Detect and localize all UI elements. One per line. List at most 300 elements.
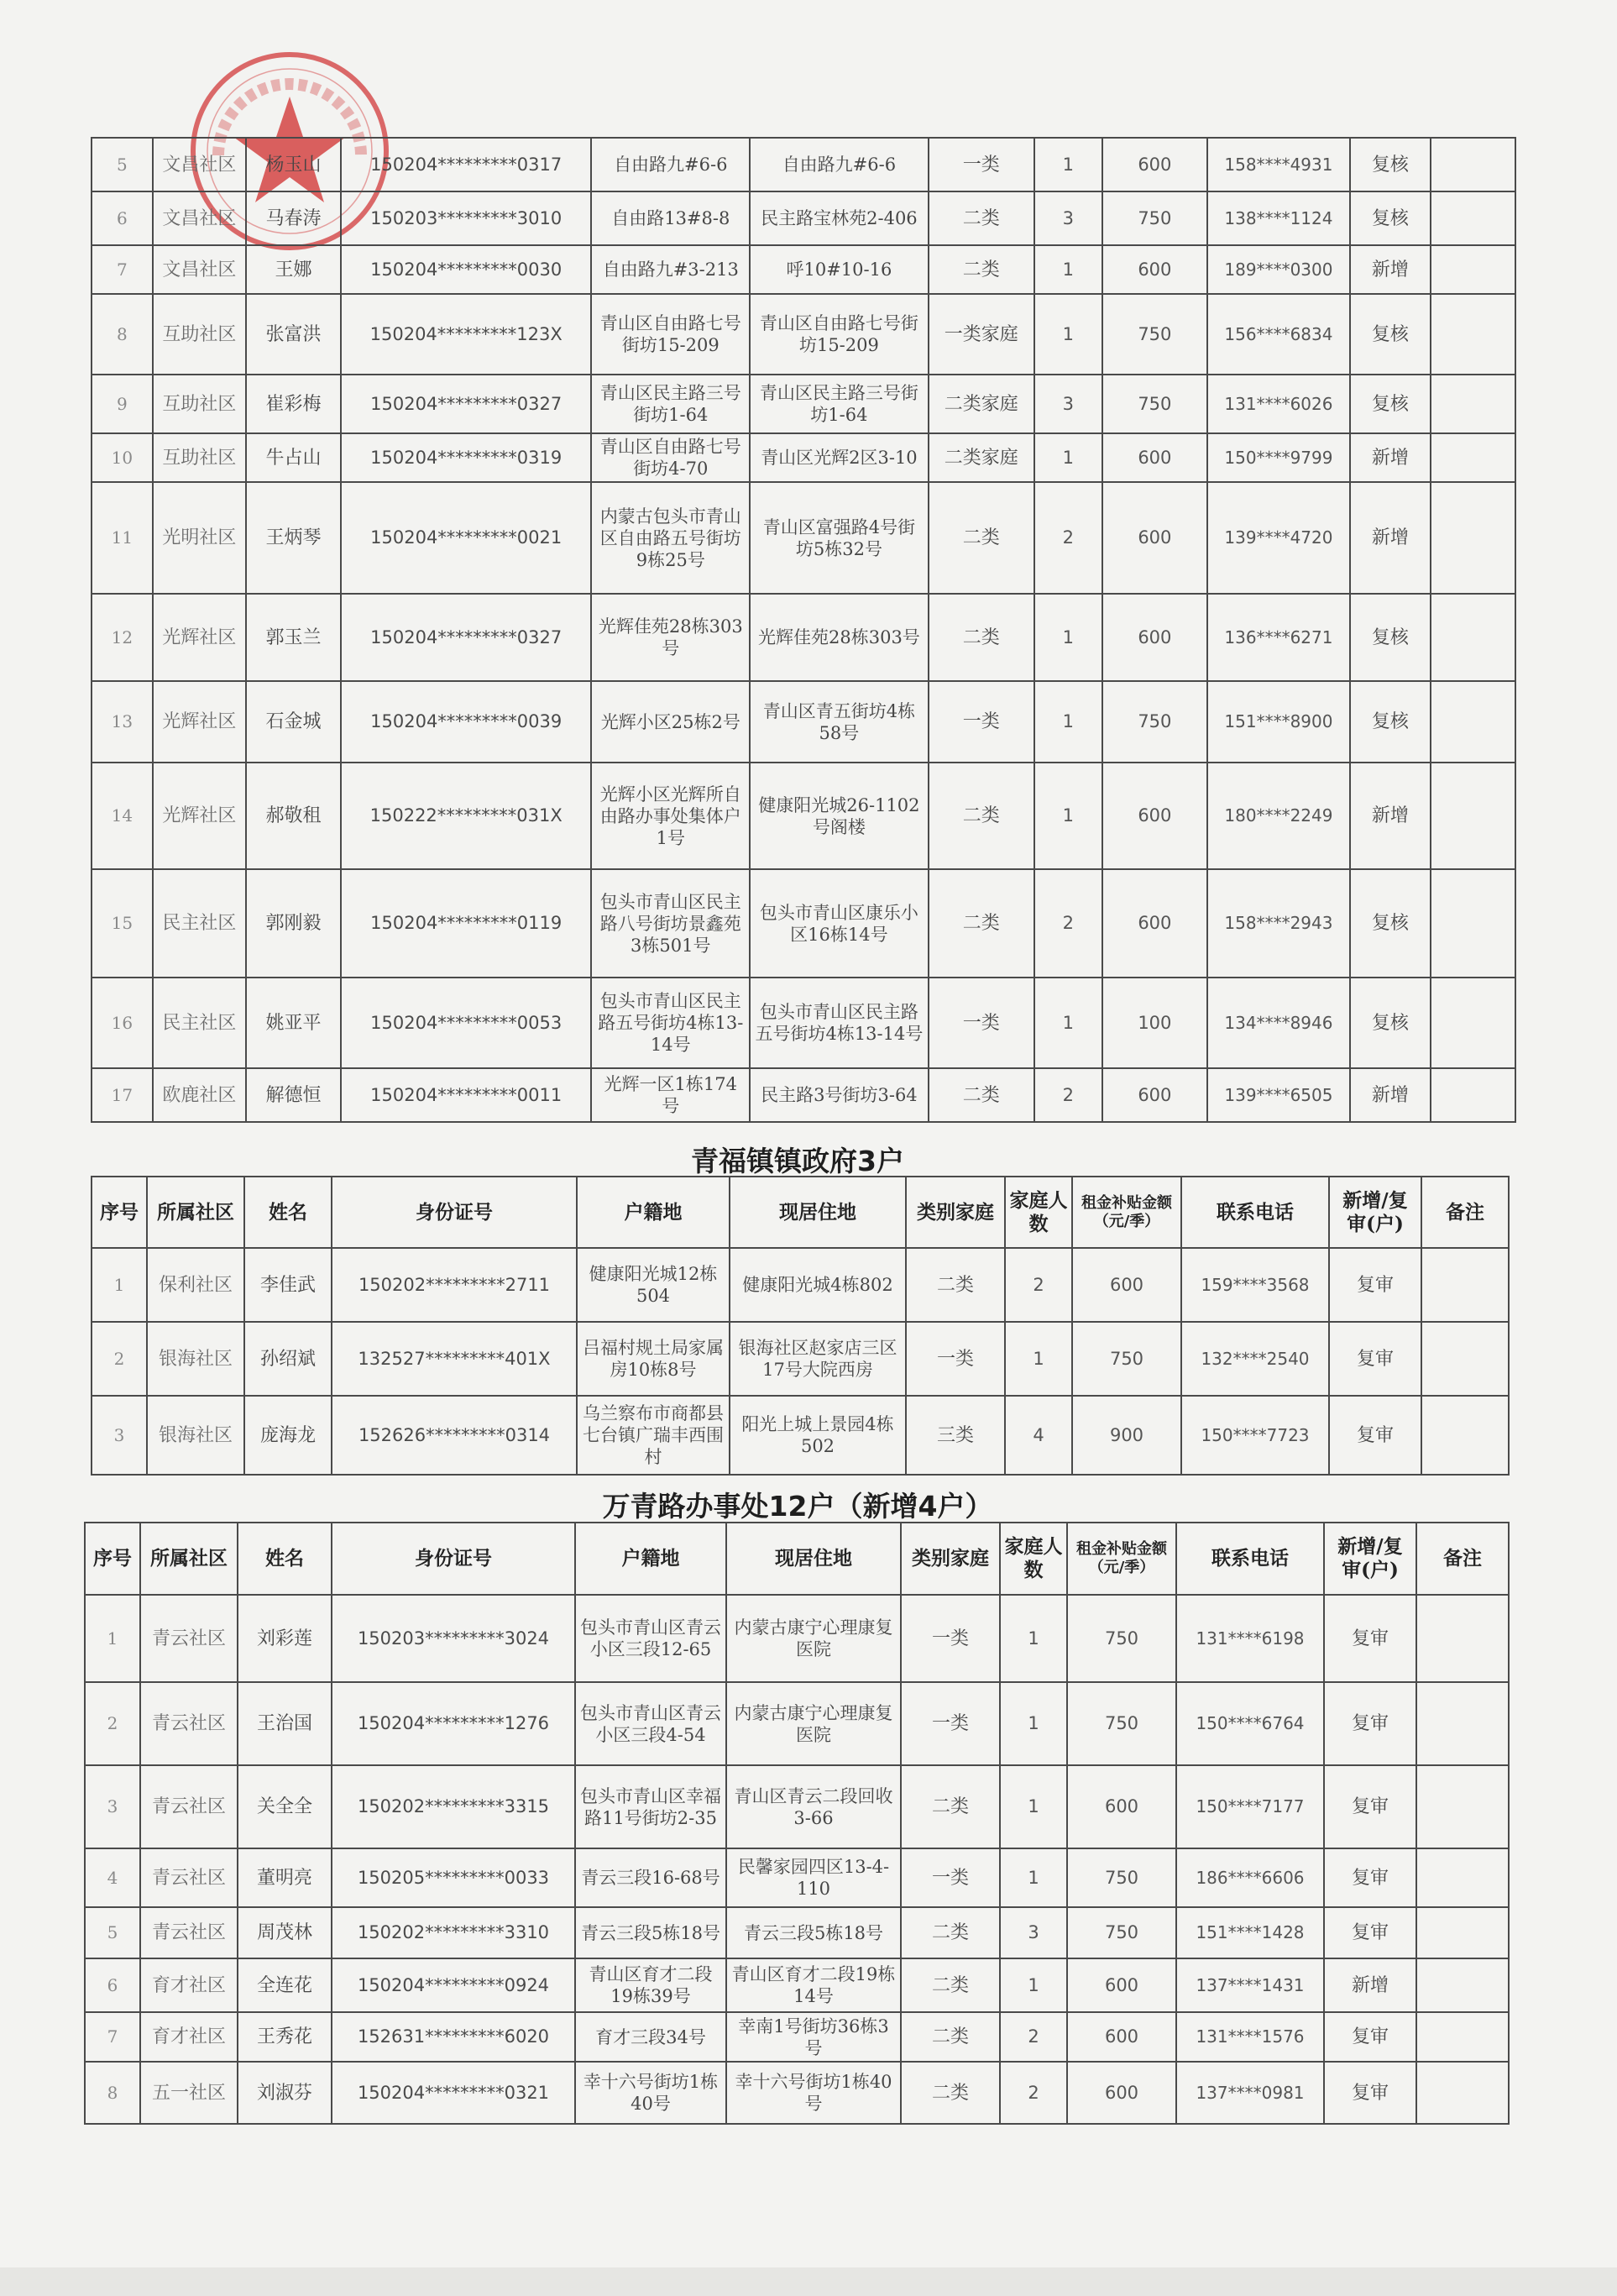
header-id: 身份证号 [332,1177,577,1248]
header-remark: 备注 [1416,1523,1509,1595]
cell-subsidy: 750 [1067,1907,1176,1958]
cell-community: 互助社区 [153,294,246,375]
cell-name: 马春涛 [246,191,341,245]
cell-residence: 阳光上城上景园4栋502 [730,1396,906,1475]
cell-family-size: 1 [1034,245,1102,294]
cell-category: 一类 [901,1848,1000,1907]
cell-huji: 包头市青山区幸福路11号街坊2-35 [575,1765,726,1848]
cell-id: 152626*********0314 [332,1396,577,1475]
cell-family-size: 1 [1034,138,1102,191]
cell-residence: 健康阳光城4栋802 [730,1248,906,1322]
cell-phone: 189****0300 [1207,245,1350,294]
table-row [85,1595,1509,1682]
header-category: 类别家庭 [901,1523,1000,1595]
header-status: 新增/复审(户) [1324,1523,1416,1595]
cell-category: 二类 [929,245,1034,294]
header-name: 姓名 [238,1523,332,1595]
cell-category: 二类 [929,1068,1034,1122]
cell-seq: 6 [85,1958,140,2012]
cell-remark [1421,1396,1509,1475]
cell-id: 150204*********0317 [341,138,591,191]
cell-phone: 158****2943 [1207,869,1350,978]
cell-community: 光辉社区 [153,594,246,681]
cell-phone: 134****8946 [1207,978,1350,1068]
header-huji: 户籍地 [575,1523,726,1595]
cell-phone: 137****1431 [1176,1958,1324,2012]
cell-seq: 2 [92,1322,147,1396]
cell-family-size: 3 [1000,1907,1067,1958]
table-row [85,1848,1509,1907]
cell-family-size: 1 [1000,1958,1067,2012]
cell-phone: 156****6834 [1207,294,1350,375]
cell-residence: 健康阳光城26-1102号阁楼 [750,763,928,869]
cell-community: 光辉社区 [153,763,246,869]
cell-community: 青云社区 [140,1848,238,1907]
cell-id: 150204*********0053 [341,978,591,1068]
cell-seq: 2 [85,1682,140,1765]
cell-huji: 光辉佳苑28栋303号 [591,594,750,681]
cell-name: 郭刚毅 [246,869,341,978]
cell-seq: 12 [92,594,153,681]
cell-phone: 151****8900 [1207,681,1350,763]
cell-category: 二类 [901,2012,1000,2062]
cell-family-size: 1 [1034,681,1102,763]
cell-community: 民主社区 [153,869,246,978]
cell-category: 一类 [901,1682,1000,1765]
cell-family-size: 2 [1005,1248,1072,1322]
cell-remark [1431,978,1515,1068]
cell-id: 150204*********0924 [332,1958,575,2012]
cell-id: 150204*********0021 [341,482,591,594]
header-phone: 联系电话 [1181,1177,1329,1248]
cell-phone: 132****2540 [1181,1322,1329,1396]
cell-subsidy: 600 [1072,1248,1181,1322]
header-family-size: 家庭人数 [1000,1523,1067,1595]
table-header-row [92,1177,1509,1248]
cell-phone: 150****9799 [1207,433,1350,482]
table-body [92,138,1515,1122]
cell-status: 新增 [1350,433,1431,482]
cell-category: 一类 [929,138,1034,191]
cell-remark [1416,1765,1509,1848]
cell-id: 150204*********0327 [341,375,591,433]
cell-residence: 青山区青云二段回收3-66 [726,1765,901,1848]
cell-status: 复核 [1350,681,1431,763]
table-row [92,375,1515,433]
cell-residence: 青山区育才二段19栋14号 [726,1958,901,2012]
table-row [92,594,1515,681]
table-row [92,294,1515,375]
cell-huji: 青山区育才二段19栋39号 [575,1958,726,2012]
cell-status: 复审 [1324,1907,1416,1958]
cell-huji: 青山区自由路七号街坊4-70 [591,433,750,482]
cell-status: 复核 [1350,594,1431,681]
cell-phone: 150****7177 [1176,1765,1324,1848]
cell-community: 青云社区 [140,1765,238,1848]
cell-status: 新增 [1350,1068,1431,1122]
cell-huji: 包头市青山区青云小区三段12-65 [575,1595,726,1682]
cell-name: 庞海龙 [244,1396,332,1475]
cell-phone: 131****1576 [1176,2012,1324,2062]
cell-residence: 包头市青山区民主路五号街坊4栋13-14号 [750,978,928,1068]
cell-name: 杨玉山 [246,138,341,191]
cell-id: 150204*********0011 [341,1068,591,1122]
cell-category: 二类 [929,482,1034,594]
cell-subsidy: 600 [1067,1958,1176,2012]
cell-remark [1416,1958,1509,2012]
cell-id: 150204*********0030 [341,245,591,294]
table-row [92,191,1515,245]
cell-category: 一类 [929,978,1034,1068]
cell-seq: 8 [85,2062,140,2124]
cell-remark [1431,191,1515,245]
cell-family-size: 1 [1000,1765,1067,1848]
cell-name: 郭玉兰 [246,594,341,681]
cell-huji: 自由路13#8-8 [591,191,750,245]
cell-name: 全连花 [238,1958,332,2012]
cell-community: 银海社区 [147,1322,244,1396]
cell-remark [1421,1322,1509,1396]
cell-huji: 育才三段34号 [575,2012,726,2062]
cell-category: 二类 [901,1958,1000,2012]
page-bottom-edge [0,2267,1617,2296]
cell-id: 150204*********0327 [341,594,591,681]
cell-huji: 青山区民主路三号街坊1-64 [591,375,750,433]
header-subsidy: 租金补贴金额（元/季） [1072,1177,1181,1248]
cell-seq: 6 [92,191,153,245]
cell-id: 152631*********6020 [332,2012,575,2062]
header-family-size: 家庭人数 [1005,1177,1072,1248]
cell-name: 姚亚平 [246,978,341,1068]
section-title-wanqinglu: 万青路办事处12户（新增4户） [602,1490,993,1523]
cell-subsidy: 600 [1102,433,1207,482]
cell-remark [1431,294,1515,375]
cell-subsidy: 600 [1067,2062,1176,2124]
cell-id: 150204*********0119 [341,869,591,978]
cell-subsidy: 750 [1102,375,1207,433]
cell-name: 石金城 [246,681,341,763]
table-row [85,1958,1509,2012]
cell-status: 复审 [1324,1595,1416,1682]
cell-remark [1431,869,1515,978]
cell-residence: 青云三段5栋18号 [726,1907,901,1958]
cell-residence: 青山区富强路4号街坊5栋32号 [750,482,928,594]
cell-name: 解德恒 [246,1068,341,1122]
cell-id: 150205*********0033 [332,1848,575,1907]
cell-category: 二类 [901,2062,1000,2124]
cell-remark [1431,482,1515,594]
cell-residence: 内蒙古康宁心理康复医院 [726,1595,901,1682]
cell-seq: 4 [85,1848,140,1907]
cell-seq: 1 [85,1595,140,1682]
cell-family-size: 4 [1005,1396,1072,1475]
cell-seq: 16 [92,978,153,1068]
cell-family-size: 3 [1034,191,1102,245]
cell-huji: 青云三段16-68号 [575,1848,726,1907]
cell-seq: 7 [92,245,153,294]
cell-category: 二类 [901,1907,1000,1958]
cell-category: 二类 [901,1765,1000,1848]
cell-subsidy: 600 [1067,2012,1176,2062]
cell-remark [1431,1068,1515,1122]
table-row [85,1765,1509,1848]
cell-community: 青云社区 [140,1682,238,1765]
cell-huji: 内蒙古包头市青山区自由路五号街坊9栋25号 [591,482,750,594]
cell-community: 欧鹿社区 [153,1068,246,1122]
cell-remark [1416,1907,1509,1958]
cell-seq: 14 [92,763,153,869]
header-residence: 现居住地 [726,1523,901,1595]
cell-category: 二类 [929,191,1034,245]
cell-huji: 包头市青山区青云小区三段4-54 [575,1682,726,1765]
cell-community: 青云社区 [140,1907,238,1958]
cell-status: 复审 [1324,1765,1416,1848]
cell-category: 一类 [929,681,1034,763]
cell-name: 牛占山 [246,433,341,482]
cell-family-size: 1 [1005,1322,1072,1396]
cell-remark [1431,245,1515,294]
cell-category: 一类 [901,1595,1000,1682]
cell-remark [1421,1248,1509,1322]
cell-residence: 包头市青山区康乐小区16栋14号 [750,869,928,978]
cell-subsidy: 600 [1102,245,1207,294]
cell-community: 民主社区 [153,978,246,1068]
cell-status: 复审 [1324,2062,1416,2124]
cell-subsidy: 600 [1102,482,1207,594]
cell-category: 一类家庭 [929,294,1034,375]
cell-residence: 青山区民主路三号街坊1-64 [750,375,928,433]
cell-remark [1431,375,1515,433]
cell-id: 150203*********3010 [341,191,591,245]
cell-subsidy: 750 [1102,294,1207,375]
cell-residence: 银海社区赵家店三区17号大院西房 [730,1322,906,1396]
cell-phone: 186****6606 [1176,1848,1324,1907]
cell-community: 银海社区 [147,1396,244,1475]
cell-residence: 幸十六号街坊1栋40号 [726,2062,901,2124]
cell-status: 复核 [1350,138,1431,191]
cell-subsidy: 100 [1102,978,1207,1068]
cell-family-size: 1 [1034,594,1102,681]
header-phone: 联系电话 [1176,1523,1324,1595]
cell-remark [1416,2062,1509,2124]
cell-name: 周茂林 [238,1907,332,1958]
cell-seq: 5 [85,1907,140,1958]
cell-category: 二类家庭 [929,375,1034,433]
cell-subsidy: 600 [1102,594,1207,681]
header-community: 所属社区 [140,1523,238,1595]
cell-huji: 乌兰察布市商都县七台镇广瑞丰西围村 [577,1396,730,1475]
table-row [92,763,1515,869]
cell-name: 郝敬租 [246,763,341,869]
table-row [92,1396,1509,1475]
cell-community: 五一社区 [140,2062,238,2124]
header-seq: 序号 [92,1177,147,1248]
cell-status: 新增 [1324,1958,1416,2012]
cell-community: 互助社区 [153,375,246,433]
cell-residence: 民主路3号街坊3-64 [750,1068,928,1122]
cell-family-size: 3 [1034,375,1102,433]
cell-category: 一类 [906,1322,1005,1396]
cell-community: 育才社区 [140,1958,238,2012]
header-status: 新增/复审(户) [1329,1177,1421,1248]
cell-phone: 159****3568 [1181,1248,1329,1322]
cell-category: 二类 [929,594,1034,681]
cell-phone: 136****6271 [1207,594,1350,681]
cell-id: 150204*********1276 [332,1682,575,1765]
cell-id: 150202*********3310 [332,1907,575,1958]
cell-huji: 包头市青山区民主路八号街坊景鑫苑3栋501号 [591,869,750,978]
cell-community: 育才社区 [140,2012,238,2062]
cell-status: 新增 [1350,763,1431,869]
table-header-row [85,1523,1509,1595]
cell-status: 复核 [1350,294,1431,375]
cell-family-size: 2 [1000,2012,1067,2062]
cell-residence: 青山区青五街坊4栋58号 [750,681,928,763]
table-row [92,681,1515,763]
cell-remark [1431,681,1515,763]
cell-seq: 8 [92,294,153,375]
cell-remark [1416,1595,1509,1682]
header-remark: 备注 [1421,1177,1509,1248]
cell-name: 王治国 [238,1682,332,1765]
cell-name: 王炳琴 [246,482,341,594]
cell-family-size: 2 [1034,482,1102,594]
cell-seq: 10 [92,433,153,482]
cell-phone: 180****2249 [1207,763,1350,869]
cell-huji: 自由路九#6-6 [591,138,750,191]
cell-name: 孙绍斌 [244,1322,332,1396]
cell-status: 新增 [1350,245,1431,294]
cell-huji: 光辉小区25栋2号 [591,681,750,763]
cell-phone: 150****7723 [1181,1396,1329,1475]
table-row [85,1682,1509,1765]
cell-huji: 自由路九#3-213 [591,245,750,294]
cell-residence: 幸南1号街坊36栋3号 [726,2012,901,2062]
cell-remark [1416,1848,1509,1907]
cell-category: 三类 [906,1396,1005,1475]
cell-remark [1416,1682,1509,1765]
cell-community: 光明社区 [153,482,246,594]
cell-id: 150202*********3315 [332,1765,575,1848]
cell-subsidy: 600 [1102,869,1207,978]
cell-name: 刘彩莲 [238,1595,332,1682]
table-row [92,1322,1509,1396]
cell-subsidy: 600 [1102,1068,1207,1122]
cell-family-size: 2 [1000,2062,1067,2124]
cell-status: 复核 [1350,869,1431,978]
cell-id: 132527*********401X [332,1322,577,1396]
table-body [85,1595,1509,2124]
cell-id: 150202*********2711 [332,1248,577,1322]
header-name: 姓名 [244,1177,332,1248]
cell-residence: 自由路九#6-6 [750,138,928,191]
table-row [92,1248,1509,1322]
cell-status: 复核 [1350,191,1431,245]
cell-remark [1431,433,1515,482]
header-residence: 现居住地 [730,1177,906,1248]
cell-remark [1431,594,1515,681]
cell-remark [1431,763,1515,869]
cell-community: 文昌社区 [153,245,246,294]
cell-category: 二类家庭 [929,433,1034,482]
cell-residence: 民馨家园四区13-4-110 [726,1848,901,1907]
table-body [92,1248,1509,1475]
cell-residence: 青山区光辉2区3-10 [750,433,928,482]
table-row [92,978,1515,1068]
cell-huji: 光辉一区1栋174号 [591,1068,750,1122]
cell-huji: 幸十六号街坊1栋40号 [575,2062,726,2124]
cell-category: 二类 [929,763,1034,869]
cell-name: 崔彩梅 [246,375,341,433]
cell-status: 复审 [1324,1682,1416,1765]
table-row [92,869,1515,978]
cell-community: 青云社区 [140,1595,238,1682]
cell-subsidy: 750 [1067,1682,1176,1765]
cell-family-size: 1 [1000,1848,1067,1907]
cell-remark [1431,138,1515,191]
cell-name: 王秀花 [238,2012,332,2062]
cell-phone: 138****1124 [1207,191,1350,245]
cell-family-size: 1 [1034,433,1102,482]
cell-name: 关全全 [238,1765,332,1848]
cell-id: 150222*********031X [341,763,591,869]
cell-seq: 3 [85,1765,140,1848]
cell-family-size: 1 [1034,763,1102,869]
cell-category: 二类 [929,869,1034,978]
cell-residence: 民主路宝林苑2-406 [750,191,928,245]
table-wanqinglu [84,1522,1510,2125]
cell-community: 文昌社区 [153,138,246,191]
cell-status: 新增 [1350,482,1431,594]
cell-phone: 158****4931 [1207,138,1350,191]
table-ziyoulu [91,137,1516,1123]
cell-community: 光辉社区 [153,681,246,763]
cell-huji: 青云三段5栋18号 [575,1907,726,1958]
cell-seq: 5 [92,138,153,191]
cell-huji: 包头市青山区民主路五号街坊4栋13-14号 [591,978,750,1068]
header-subsidy: 租金补贴金额（元/季） [1067,1523,1176,1595]
cell-subsidy: 600 [1102,763,1207,869]
cell-name: 张富洪 [246,294,341,375]
cell-phone: 150****6764 [1176,1682,1324,1765]
cell-phone: 131****6026 [1207,375,1350,433]
table-row [92,138,1515,191]
cell-name: 王娜 [246,245,341,294]
cell-status: 复审 [1329,1248,1421,1322]
cell-status: 复审 [1329,1322,1421,1396]
cell-subsidy: 600 [1102,138,1207,191]
cell-family-size: 1 [1034,294,1102,375]
table-row [92,1068,1515,1122]
cell-huji: 青山区自由路七号街坊15-209 [591,294,750,375]
cell-id: 150204*********0039 [341,681,591,763]
cell-seq: 17 [92,1068,153,1122]
cell-seq: 13 [92,681,153,763]
cell-status: 复审 [1329,1396,1421,1475]
cell-community: 保利社区 [147,1248,244,1322]
cell-phone: 151****1428 [1176,1907,1324,1958]
table-qingfu [91,1176,1510,1476]
cell-residence: 光辉佳苑28栋303号 [750,594,928,681]
cell-family-size: 1 [1000,1682,1067,1765]
cell-subsidy: 600 [1067,1765,1176,1848]
cell-seq: 7 [85,2012,140,2062]
header-id: 身份证号 [332,1523,575,1595]
table-row [92,245,1515,294]
cell-residence: 内蒙古康宁心理康复医院 [726,1682,901,1765]
cell-residence: 青山区自由路七号街坊15-209 [750,294,928,375]
table-row [92,433,1515,482]
